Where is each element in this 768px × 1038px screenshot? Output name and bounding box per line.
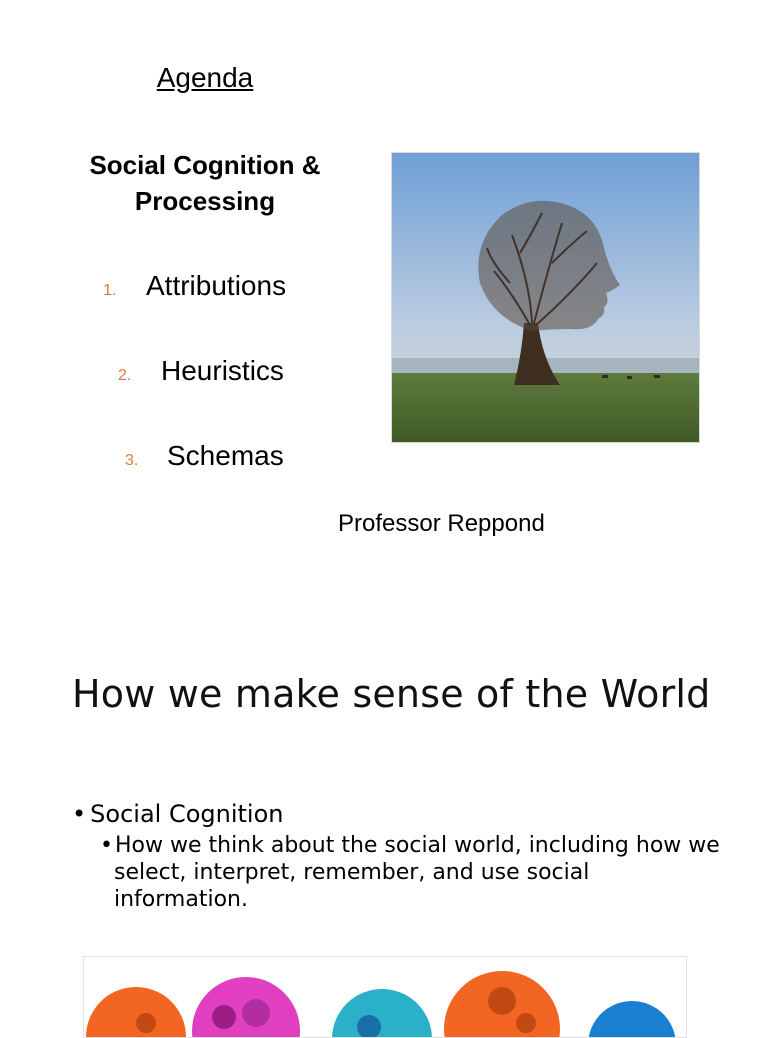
list-label: Attributions: [146, 270, 287, 301]
list-label: Schemas: [167, 440, 284, 471]
presenter-name: Professor Reppond: [338, 510, 545, 537]
gear-heads-image: [83, 956, 687, 1038]
list-number: 3.: [125, 452, 139, 469]
slide-make-sense: [0, 640, 768, 1024]
list-number: 1.: [103, 282, 117, 299]
subbullet-definition: • How we think about the social world, including how we select, interpret, remember, and use social information.: [100, 832, 724, 913]
list-number: 2.: [118, 367, 132, 384]
agenda-title: Agenda: [156, 62, 254, 93]
tree-head-illustration: [392, 153, 699, 442]
tree-head-image: [391, 152, 700, 443]
list-label: Heuristics: [161, 355, 284, 386]
agenda-subtitle: Social Cognition & Processing: [89, 150, 321, 216]
gear-heads-illustration: [84, 957, 686, 1037]
slide-title: How we make sense of the World: [72, 672, 711, 716]
bullet-social-cognition: • Social Cognition: [72, 800, 283, 828]
